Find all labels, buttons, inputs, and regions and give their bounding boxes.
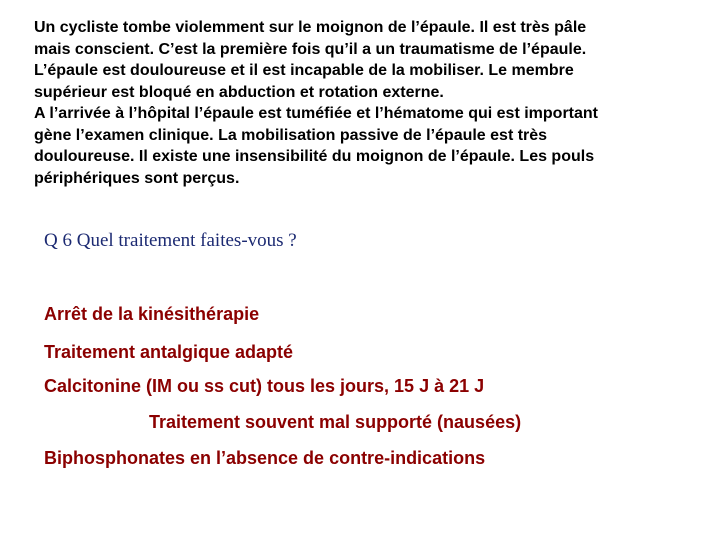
case-description-line: supérieur est bloqué en abduction et rotation externe. — [34, 83, 444, 101]
case-description-line: L’épaule est douloureuse et il est incapable de la mobiliser. Le membre — [34, 62, 574, 79]
question-title: Q 6 Quel traitement faites-vous ? — [44, 230, 297, 251]
case-description-line: périphériques sont perçus. — [34, 169, 240, 187]
case-description-line: A l’arrivée à l’hôpital l’épaule est tuméfiée et l’hématome qui est important — [34, 105, 598, 122]
answer-item: Biphosphonates en l’absence de contre-indications — [44, 448, 486, 468]
answer-item: Arrêt de la kinésithérapie — [44, 304, 260, 324]
case-description — [34, 17, 684, 189]
case-description-line: gène l’examen clinique. La mobilisation passive de l’épaule est très — [34, 126, 548, 144]
answer-sub-item: Traitement souvent mal supporté (nausées) — [149, 412, 522, 432]
answer-item: Traitement antalgique adapté — [44, 342, 294, 362]
case-description-line: mais conscient. C’est la première fois qu’il a un traumatisme de l’épaule. — [34, 40, 587, 58]
case-description-line: douloureuse. Il existe une insensibilité du moignon de l’épaule. Les pouls — [34, 148, 595, 165]
case-description-line: Un cycliste tombe violemment sur le moignon de l’épaule. Il est très pâle — [34, 19, 587, 36]
answer-item: Calcitonine (IM ou ss cut) tous les jours, 15 J à 21 J — [44, 376, 485, 396]
